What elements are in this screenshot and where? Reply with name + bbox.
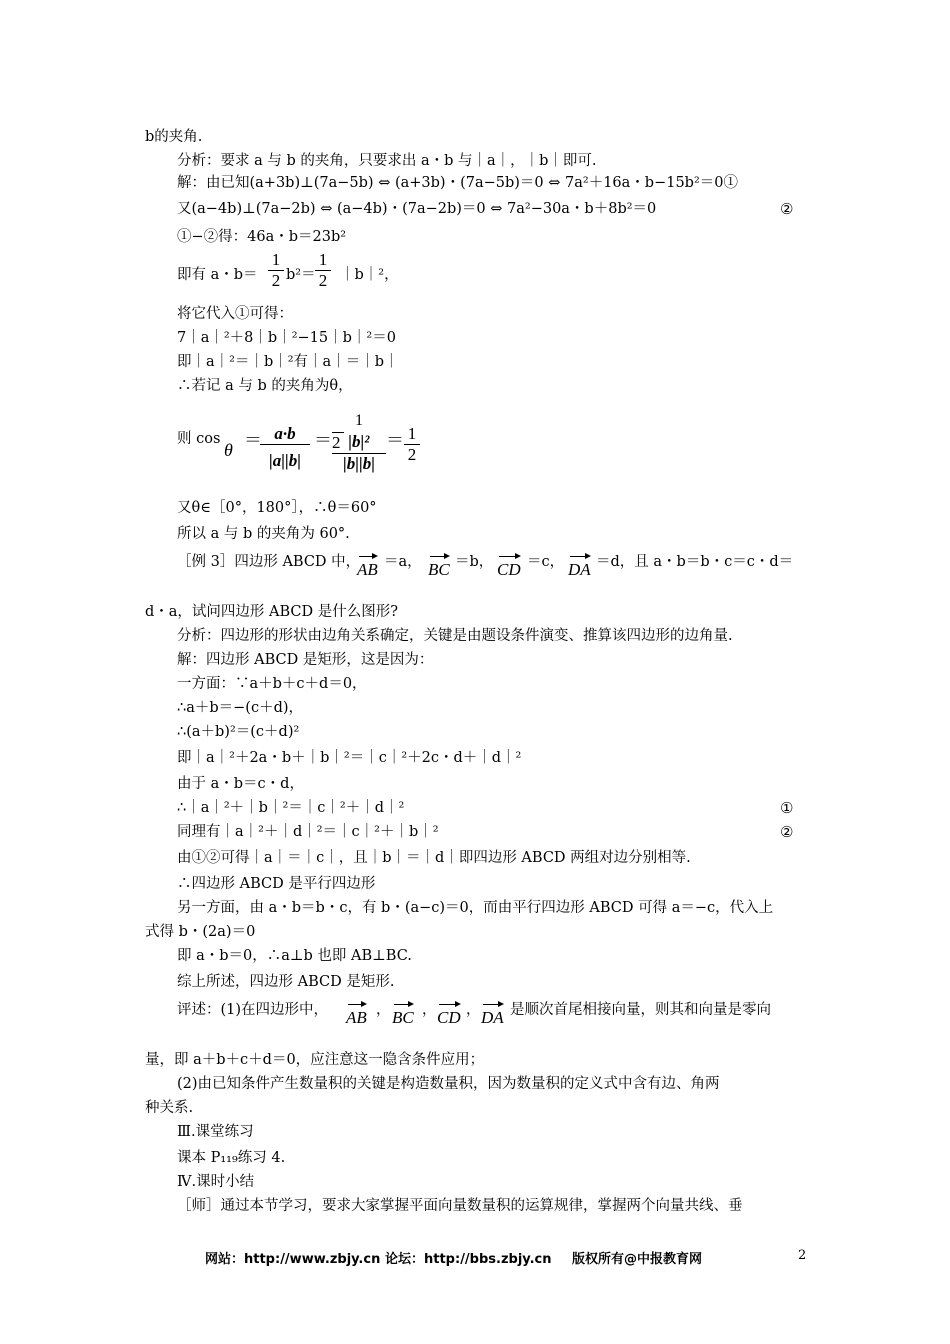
- text-line: 所以 a 与 b 的夹角为 60°.: [177, 526, 350, 542]
- text-line: 即 a・b＝0，∴a⊥b 也即 AB⊥BC.: [177, 948, 412, 964]
- text-line: 由①②可得｜a｜＝｜c｜，且｜b｜＝｜d｜即四边形 ABCD 两组对边分别相等.: [177, 850, 691, 866]
- text-line: 一方面：∵a＋b＋c＋d＝0，: [177, 676, 367, 692]
- numerator: a·b: [274, 424, 296, 443]
- vector-label: DA: [481, 1008, 504, 1027]
- text-line: (2)由已知条件产生数量积的关键是构造数量积，因为数量积的定义式中含有边、角两: [177, 1076, 720, 1092]
- vector-label: CD: [437, 1008, 461, 1027]
- fraction-cos-2: [332, 412, 386, 474]
- vector-AB: [346, 1000, 367, 1028]
- text-line: ∴(a＋b)²＝(c＋d)²: [177, 724, 300, 740]
- math-term: ＝b，: [455, 554, 494, 570]
- theta-symbol: θ: [224, 440, 233, 460]
- text-line: 又θ∈［0°，180°］，∴θ＝60°: [177, 500, 377, 516]
- vector-arrow: [428, 552, 450, 560]
- half-numerator: 1: [355, 412, 363, 429]
- text-line: 量，即 a＋b＋c＋d＝0，应注意这一隐含条件应用；: [145, 1052, 485, 1068]
- text-line: 将它代入①可得：: [177, 306, 293, 322]
- equation-mark-2: ②: [780, 823, 794, 841]
- numerator: 1: [271, 250, 281, 269]
- numerator-row: [332, 432, 386, 453]
- vector-arrow: [568, 552, 591, 560]
- math-term: ，: [466, 1002, 481, 1018]
- vector-CD: [497, 552, 521, 580]
- math-term: ＝c，: [527, 554, 565, 570]
- footer-copyright: 版权所有@中报教育网: [572, 1252, 703, 1267]
- numerator: 1: [407, 424, 417, 443]
- footer-forum-link[interactable]: 论坛：http://bbs.zbjy.cn: [385, 1252, 552, 1267]
- fraction-bar: [260, 444, 310, 445]
- text-line: d・a，试问四边形 ABCD 是什么图形?: [145, 604, 399, 620]
- text-line: ∴a＋b＝−(c＋d)，: [177, 700, 304, 716]
- numerator: [332, 412, 386, 432]
- text-line: 课本 P₁₁₉练习 4.: [177, 1150, 286, 1166]
- fraction-half: [315, 250, 331, 291]
- text-line: 分析：要求 a 与 b 的夹角，只要求出 a・b 与｜a｜，｜b｜即可.: [177, 153, 597, 169]
- equals-sign: ＝: [314, 430, 332, 450]
- math-term: ，: [376, 1002, 391, 1018]
- vector-BC: [428, 552, 450, 580]
- text-line: 由于 a・b＝c・d，: [177, 776, 304, 792]
- vector-label: BC: [428, 560, 450, 579]
- fraction-half: [268, 250, 284, 291]
- vector-arrow: [357, 552, 378, 560]
- text-line: 种关系.: [145, 1100, 194, 1116]
- text-line: 即有 a・b＝: [177, 267, 258, 283]
- vector-arrow: [392, 1000, 414, 1008]
- equation-mark-2: ②: [780, 200, 794, 218]
- vector-DA: [568, 552, 591, 580]
- text-line: 分析：四边形的形状由边角关系确定，关键是由题设条件演变、推算该四边形的边角量.: [177, 628, 733, 644]
- half-denominator: 2: [332, 432, 344, 453]
- text-line: ∴若记 a 与 b 的夹角为θ，: [177, 378, 353, 394]
- vector-label: DA: [568, 560, 591, 579]
- vector-CD: [437, 1000, 461, 1028]
- text-line: ∴｜a｜²＋｜b｜²＝｜c｜²＋｜d｜²: [177, 800, 405, 816]
- math-term: ，: [422, 1002, 437, 1018]
- text-line: 解：四边形 ABCD 是矩形，这是因为：: [177, 652, 434, 668]
- text-line: Ⅳ.课时小结: [177, 1174, 255, 1190]
- vector-AB: [357, 552, 378, 580]
- text-line: 评述：(1)在四边形中，: [177, 1002, 329, 1018]
- vector-arrow: [437, 1000, 461, 1008]
- math-term: ＝a，: [384, 554, 422, 570]
- text-line: 解：由已知(a+3b)⊥(7a−5b) ⇔ (a+3b)・(7a−5b)＝0 ⇔ 7a²＋16a・b−15b²＝0①: [177, 175, 738, 191]
- equation-mark-1: ①: [780, 799, 794, 817]
- denominator: 2: [407, 445, 417, 464]
- text-line: 则 cos: [177, 431, 221, 447]
- equals-sign: ＝: [386, 430, 404, 450]
- vector-label: CD: [497, 560, 521, 579]
- numerator-term: |b|²: [348, 432, 370, 451]
- page-number: 2: [798, 1248, 807, 1263]
- text-line: ∴四边形 ABCD 是平行四边形: [177, 876, 376, 892]
- vector-BC: [392, 1000, 414, 1028]
- text-line: b的夹角.: [145, 129, 203, 145]
- denominator: |a||b|: [269, 451, 301, 470]
- text-line: ［师］通过本节学习，要求大家掌握平面向量数量积的运算规律，掌握两个向量共线、垂: [177, 1198, 743, 1214]
- text-line: 同理有｜a｜²＋｜d｜²＝｜c｜²＋｜b｜²: [177, 824, 439, 840]
- math-term: ｜b｜²，: [340, 267, 399, 283]
- vector-arrow: [346, 1000, 367, 1008]
- text-line: 7｜a｜²＋8｜b｜²−15｜b｜²＝0: [177, 330, 396, 346]
- text-line: Ⅲ.课堂练习: [177, 1124, 254, 1140]
- vector-label: AB: [357, 560, 378, 579]
- numerator: 1: [318, 250, 328, 269]
- text-line: 即｜a｜²＋2a・b＋｜b｜²＝｜c｜²＋2c・d＋｜d｜²: [177, 750, 522, 766]
- vector-label: AB: [346, 1008, 367, 1027]
- text-line: ①−②得：46a・b＝23b²: [177, 229, 347, 245]
- denominator: 2: [271, 271, 281, 290]
- math-term: b²＝: [286, 267, 316, 283]
- denominator: 2: [318, 271, 328, 290]
- denominator: |b||b|: [343, 454, 375, 473]
- math-term: ＝d，且 a・b＝b・c＝c・d＝: [596, 554, 794, 570]
- footer-site-link[interactable]: 网站：http://www.zbjy.cn: [205, 1252, 381, 1267]
- text-line: ［例 3］四边形 ABCD 中，: [177, 554, 361, 570]
- fraction-cos: [260, 424, 310, 471]
- fraction-half: [404, 424, 420, 465]
- text-line: 另一方面，由 a・b＝b・c，有 b・(a−c)＝0，而由平行四边形 ABCD 可得 a＝−c，代入上: [177, 900, 774, 916]
- text-line: 即｜a｜²＝｜b｜²有｜a｜＝｜b｜: [177, 354, 399, 370]
- vector-arrow: [497, 552, 521, 560]
- vector-arrow: [481, 1000, 504, 1008]
- vector-DA: [481, 1000, 504, 1028]
- text-line: 又(a−4b)⊥(7a−2b) ⇔ (a−4b)・(7a−2b)＝0 ⇔ 7a²−30a・b＋8b²＝0: [177, 201, 657, 217]
- text-line: 式得 b・(2a)＝0: [145, 924, 256, 940]
- text-line: 综上所述，四边形 ABCD 是矩形.: [177, 974, 395, 990]
- equals-sign: ＝: [244, 430, 262, 450]
- math-term: 是顺次首尾相接向量，则其和向量是零向: [510, 1002, 771, 1018]
- vector-label: BC: [392, 1008, 414, 1027]
